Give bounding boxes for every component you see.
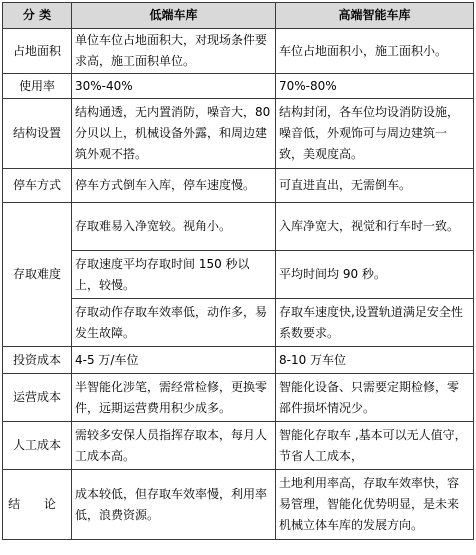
table-row bbox=[3, 74, 474, 99]
table-row bbox=[3, 347, 474, 374]
row-category: 停车方式 bbox=[3, 169, 72, 203]
high-end-cell: 车位占地面积小，施工面积小。 bbox=[276, 29, 474, 74]
table-row bbox=[3, 99, 474, 169]
low-end-cell: 成本较低，但存取车效率慢，利用率低，浪费资源。 bbox=[72, 470, 276, 540]
low-end-cell: 需较多安保人员指挥存取本，每月人工成本高。 bbox=[72, 422, 276, 470]
low-end-cell: 4-5 万/车位 bbox=[72, 347, 276, 374]
low-end-cell: 存取速度平均存取时间 150 秒以上，较慢。 bbox=[72, 251, 276, 299]
low-end-cell: 半智能化涉笔，需经常检修，更换零件，远期运营费用积少成多。 bbox=[72, 374, 276, 422]
high-end-cell: 平均时间均 90 秒。 bbox=[276, 251, 474, 299]
row-category: 结 论 bbox=[3, 470, 72, 540]
header-category: 分 类 bbox=[3, 3, 72, 29]
table-row bbox=[3, 299, 474, 347]
high-end-cell: 可直进直出，无需倒车。 bbox=[276, 169, 474, 203]
high-end-cell: 存取车速度快,设置轨道满足安全性系数要求。 bbox=[276, 299, 474, 347]
low-end-cell: 存取难易入净宽较。视角小。 bbox=[72, 203, 276, 251]
low-end-cell: 结构通透，无内置消防，噪音大，80 分贝以上，机械设备外露，和周边建筑外观不搭。 bbox=[72, 99, 276, 169]
table-row bbox=[3, 422, 474, 470]
row-category: 占地面积 bbox=[3, 29, 72, 74]
table-row bbox=[3, 203, 474, 251]
row-category: 运营成本 bbox=[3, 374, 72, 422]
row-category: 人工成本 bbox=[3, 422, 72, 470]
table-row bbox=[3, 374, 474, 422]
high-end-cell: 智能化存取车 ,基本可以无人值守，节省人工成本， bbox=[276, 422, 474, 470]
table-row bbox=[3, 169, 474, 203]
header-row bbox=[3, 3, 474, 29]
high-end-cell: 70%-80% bbox=[276, 74, 474, 99]
low-end-cell: 单位车位占地面积大，对现场条件要求高，施工面积单位。 bbox=[72, 29, 276, 74]
row-category: 投资成本 bbox=[3, 347, 72, 374]
header-high-end: 高端智能车库 bbox=[276, 3, 474, 29]
comparison-table bbox=[2, 2, 474, 540]
row-category: 结构设置 bbox=[3, 99, 72, 169]
high-end-cell: 土地利用率高，存取车效率快，容易管理，智能化优势明显，是未来机械立体车库的发展方向。 bbox=[276, 470, 474, 540]
high-end-cell: 智能化设备、只需要定期检修，零部件损坏情况少。 bbox=[276, 374, 474, 422]
low-end-cell: 停车方式倒车入库，停车速度慢。 bbox=[72, 169, 276, 203]
table-row bbox=[3, 251, 474, 299]
header-low-end: 低端车库 bbox=[72, 3, 276, 29]
table-row bbox=[3, 29, 474, 74]
high-end-cell: 8-10 万车位 bbox=[276, 347, 474, 374]
row-category: 使用率 bbox=[3, 74, 72, 99]
row-category: 存取难度 bbox=[3, 203, 72, 347]
high-end-cell: 结构封闭，各车位均设消防设施，噪音低，外观饰可与周边建筑一致，美观度高。 bbox=[276, 99, 474, 169]
table-row bbox=[3, 470, 474, 540]
high-end-cell: 入库净宽大，视觉和行车时一致。 bbox=[276, 203, 474, 251]
low-end-cell: 存取动作存取车效率低，动作多，易发生故障。 bbox=[72, 299, 276, 347]
low-end-cell: 30%-40% bbox=[72, 74, 276, 99]
